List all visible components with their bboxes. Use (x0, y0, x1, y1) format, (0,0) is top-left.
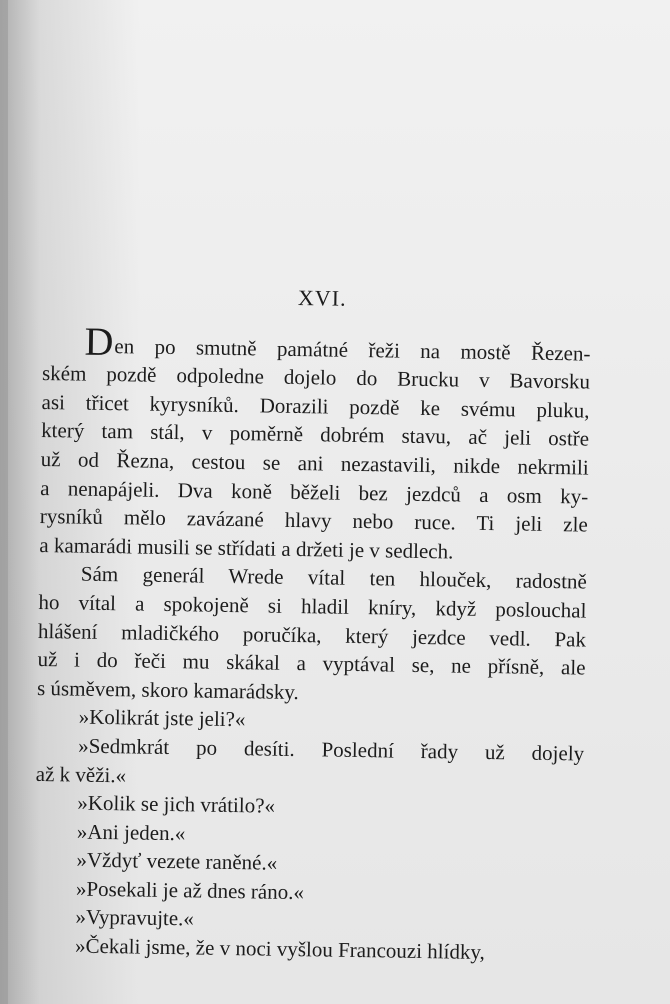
paragraph-line: a nenapájeli. Dva koně běželi bez jezdců a osm ky- (40, 475, 589, 509)
dialogue-line: »Sedmkrát po desíti. Poslední řady už dojely (78, 733, 585, 766)
chapter-heading: XVI. (297, 284, 347, 311)
paragraph-line: rysníků mělo zavázané hlavy nebo ruce. Ti jeli zle (39, 504, 588, 537)
paragraph-line: který tam stál, v poměrně dobrém stavu, ač jeli ostře (40, 418, 590, 451)
paragraph-line: už i do řeči mu skákal a vyptával se, ne přísně, ale (37, 647, 586, 680)
dialogue-line: »Vždyť vezete raněné.« (76, 847, 278, 876)
drop-cap: D (84, 318, 115, 364)
paragraph-line: už od Řezna, cestou se ani nezastavili, nikde nekrmili (40, 446, 589, 480)
paragraph-line: s úsměvem, skoro kamarádsky. (36, 675, 299, 704)
paragraph-line: ském pozdě odpoledne dojelo do Brucku v Bavorsku (41, 361, 591, 394)
paragraph-line: Sám generál Wrede vítal ten hlouček, radostně (80, 561, 588, 594)
dialogue-line: »Kolik se jich vrátilo?« (77, 790, 276, 818)
dialogue-line: »Posekali je až dnes ráno.« (75, 876, 305, 905)
paragraph-line: a kamarádi musili se střídati a držeti je v sedlech. (39, 532, 454, 564)
paragraph-line-text: en po smutně památné řeži na mostě Řezen- (114, 333, 591, 366)
paragraph-1 (39, 318, 591, 568)
paragraph-line: ho vítal a spokojeně si hladil kníry, když poslouchal (38, 589, 587, 623)
binding-shadow (0, 0, 8, 1004)
dialogue-line: »Čekali jsme, že v noci vyšlou Francouzi hlídky, (74, 933, 486, 965)
dialogue-line: »Vypravujte.« (75, 905, 195, 931)
page-text (33, 250, 592, 968)
paragraph-line: hlášení mladičkého poručíka, který jezdce vedl. Pak (37, 618, 587, 652)
dialogue-line: až k věži.« (35, 761, 127, 787)
paragraph-2 (37, 559, 587, 711)
dialogue-line: »Ani jeden.« (76, 819, 186, 845)
dialogue-line: »Kolikrát jste jeli?« (78, 704, 246, 732)
paragraph-line: asi třicet kyrysníků. Dorazili pozdě ke svému pluku, (41, 389, 590, 423)
